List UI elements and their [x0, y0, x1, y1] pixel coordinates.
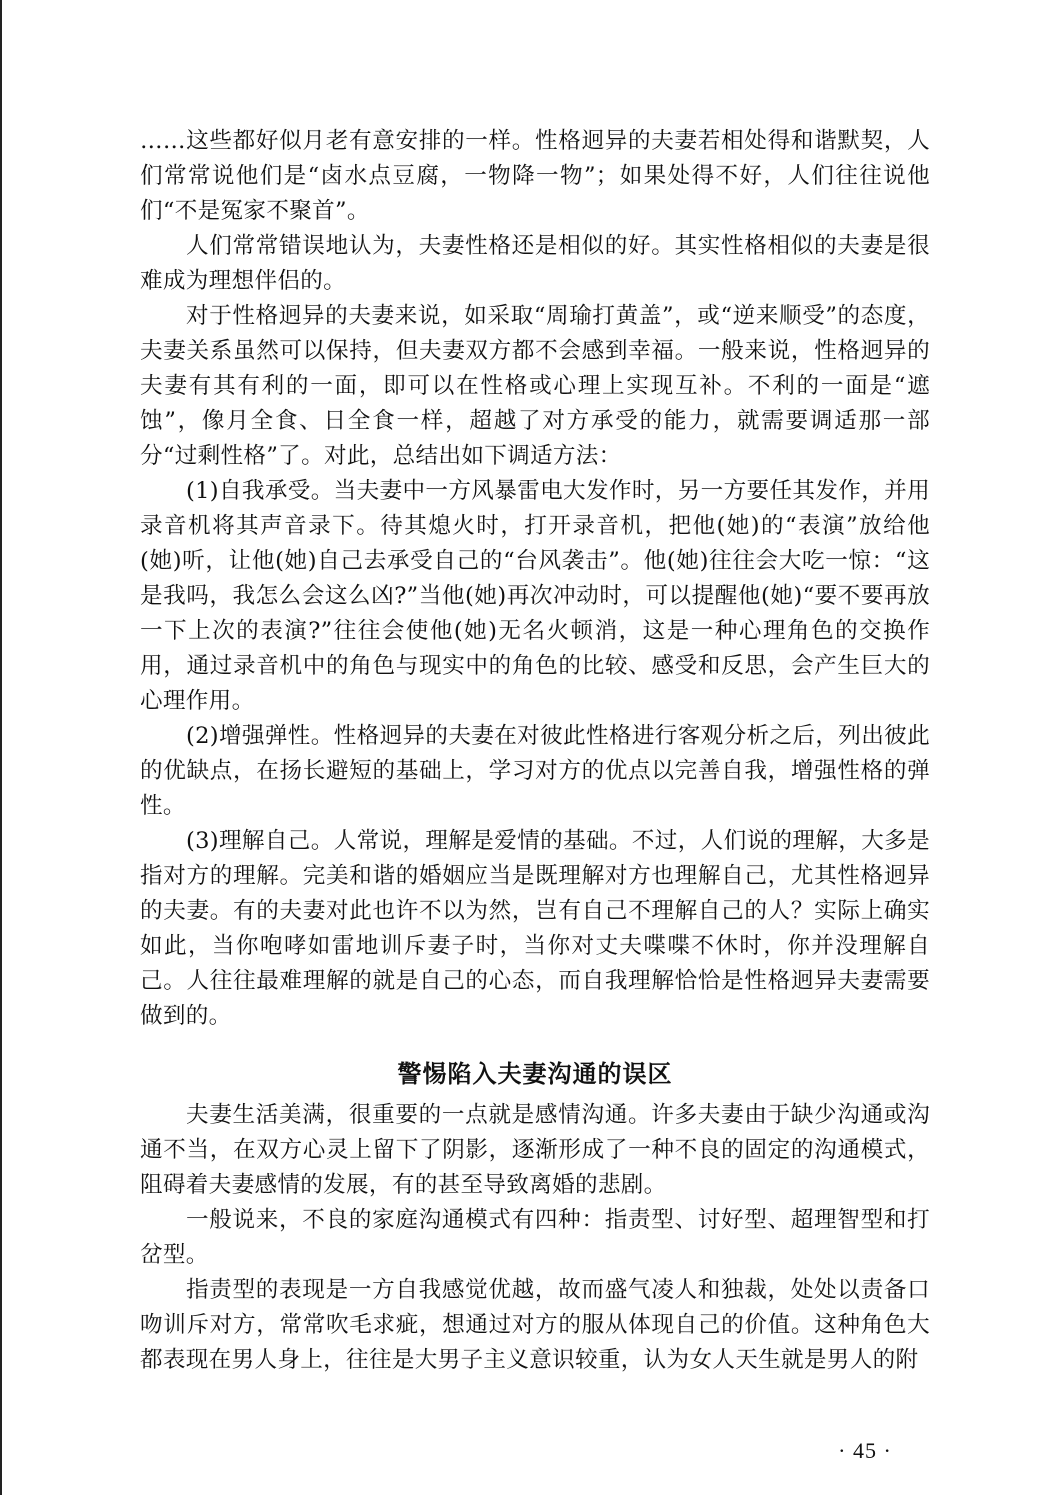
paragraph-method-1: (1)自我承受。当夫妻中一方风暴雷电大发作时，另一方要任其发作，并用录音机将其声音录下。待其熄火时，打开录音机，把他(她)的“表演”放给他(她)听，让他(她)自己去承受自己的“台风袭击”。他(她)往往会大吃一惊：“这是我吗，我怎么会这么凶?”当他(她)再次冲动时，可以提醒他(她)“要不要再放一下上次的表演?”往往会使他(她)无名火顿消，这是一种心理角色的交换作用，通过录音机中的角色与现实中的角色的比较、感受和反思，会产生巨大的心理作用。: [140, 478, 930, 714]
section-1-text: [140, 124, 930, 1034]
page-number: · 45 ·: [838, 1438, 892, 1463]
page-left-edge: [0, 0, 2, 1495]
paragraph: 指责型的表现是一方自我感觉优越，故而盛气凌人和独裁，处处以责备口吻训斥对方，常常吹毛求疵，想通过对方的服从体现自己的价值。这种角色大都表现在男人身上，往往是大男子主义意识较重，认为女人天生就是男人的附: [140, 1277, 930, 1373]
paragraph: 一般说来，不良的家庭沟通模式有四种：指责型、讨好型、超理智型和打岔型。: [140, 1207, 930, 1268]
paragraph-method-2: (2)增强弹性。性格迥异的夫妻在对彼此性格进行客观分析之后，列出彼此的优缺点，在扬长避短的基础上，学习对方的优点以完善自我，增强性格的弹性。: [140, 723, 930, 819]
paragraph-method-3: (3)理解自己。人常说，理解是爱情的基础。不过，人们说的理解，大多是指对方的理解。完美和谐的婚姻应当是既理解对方也理解自己，尤其性格迥异的夫妻。有的夫妻对此也许不以为然，岂有自己不理解自己的人？实际上确实如此，当你咆哮如雷地训斥妻子时，当你对丈夫喋喋不休时，你并没理解自己。人往往最难理解的就是自己的心态，而自我理解恰恰是性格迥异夫妻需要做到的。: [140, 828, 930, 1029]
paragraph: 对于性格迥异的夫妻来说，如采取“周瑜打黄盖”，或“逆来顺受”的态度，夫妻关系虽然可以保持，但夫妻双方都不会感到幸福。一般来说，性格迥异的夫妻有其有利的一面，即可以在性格或心理上实现互补。不利的一面是“遮蚀”，像月全食、日全食一样，超越了对方承受的能力，就需要调适那一部分“过剩性格”了。对此，总结出如下调适方法：: [140, 303, 930, 469]
paragraph: 夫妻生活美满，很重要的一点就是感情沟通。许多夫妻由于缺少沟通或沟通不当，在双方心灵上留下了阴影，逐渐形成了一种不良的固定的沟通模式，阻碍着夫妻感情的发展，有的甚至导致离婚的悲剧。: [140, 1102, 930, 1198]
paragraph: 人们常常错误地认为，夫妻性格还是相似的好。其实性格相似的夫妻是很难成为理想伴侣的。: [140, 233, 930, 294]
section-2-text: [140, 1098, 930, 1378]
section-heading: 警惕陷入夫妻沟通的误区: [397, 1059, 673, 1088]
paragraph-continuation: ……这些都好似月老有意安排的一样。性格迥异的夫妻若相处得和谐默契，人们常常说他们是“卤水点豆腐，一物降一物”；如果处得不好，人们往往说他们“不是冤家不聚首”。: [140, 128, 930, 224]
